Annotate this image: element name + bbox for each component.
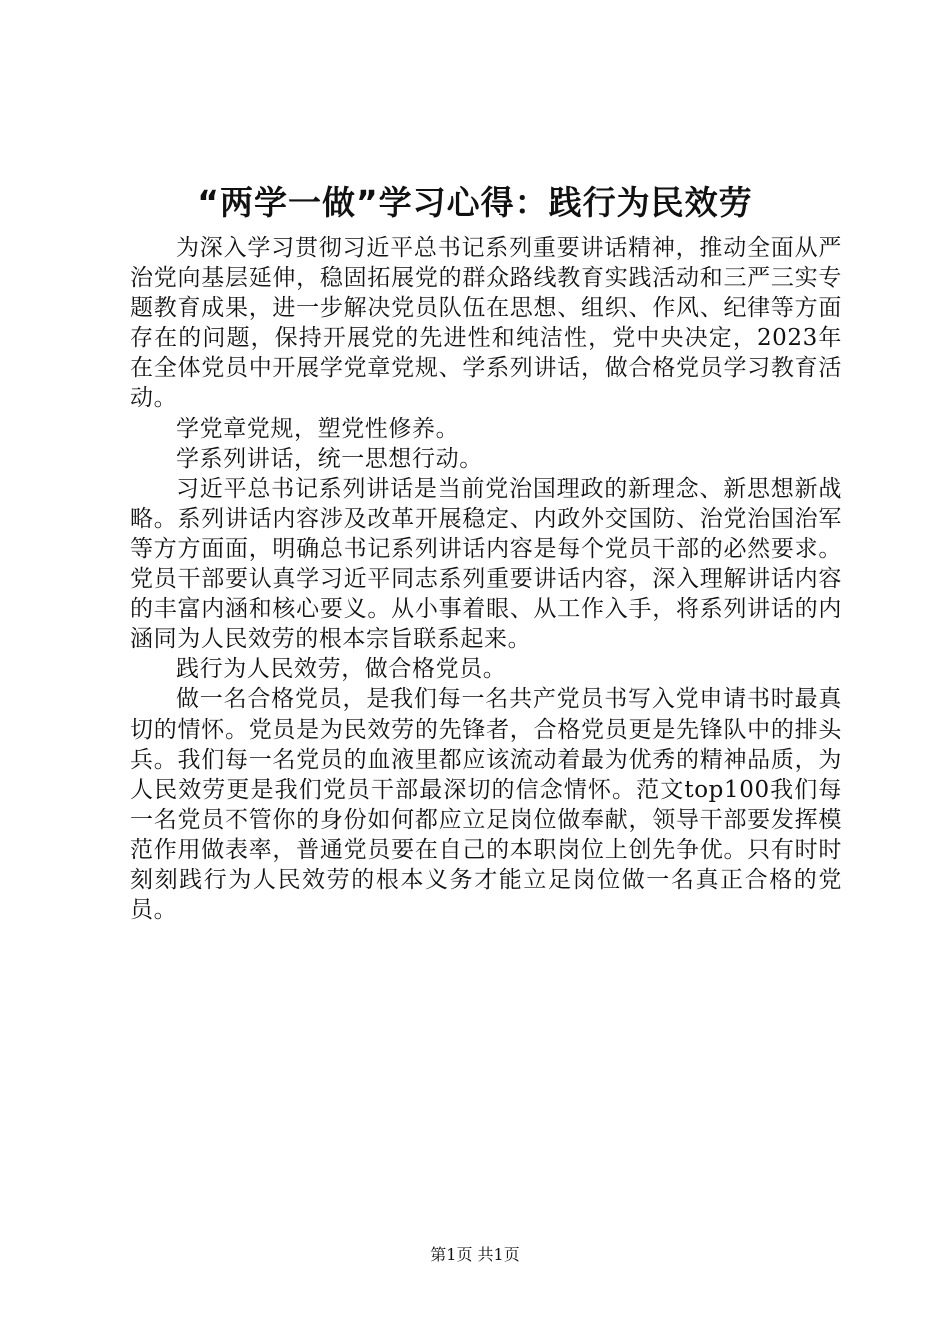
- paragraph: 为深入学习贯彻习近平总书记系列重要讲话精神，推动全面从严治党向基层延伸，稳固拓展党的群众路线教育实践活动和三严三实专题教育成果，进一步解决党员队伍在思想、组织、作风、纪律等方面存在的问题，保持开展党的先进性和纯洁性，党中央决定，2023年在全体党员中开展学党章党规、学系列讲话，做合格党员学习教育活动。: [130, 235, 842, 412]
- page-footer: 第1页 共1页: [430, 1245, 520, 1264]
- paragraph: 学党章党规，塑党性修养。: [176, 415, 460, 442]
- paragraph: 做一名合格党员，是我们每一名共产党员书写入党申请书时最真切的情怀。党员是为民效劳的先锋者，合格党员更是先锋队中的排头兵。我们每一名党员的血液里都应该流动着最为优秀的精神品质，为人民效劳更是我们党员干部最深切的信念情怀。范文top100我们每一名党员不管你的身份如何都应立足岗位做奉献，领导干部要发挥模范作用做表率，普通党员要在自己的本职岗位上创先争优。只有时时刻刻践行为人民效劳的根本义务才能立足岗位做一名真正合格的党员。: [130, 686, 842, 924]
- document-title: “两学一做”学习心得：践行为民效劳: [197, 183, 753, 222]
- paragraph: 践行为人民效劳，做合格党员。: [176, 656, 507, 683]
- paragraph: 学系列讲话，统一思想行动。: [176, 445, 483, 472]
- paragraph: 习近平总书记系列讲话是当前党治国理政的新理念、新思想新战略。系列讲话内容涉及改革开展稳定、内政外交国防、治党治国治军等方方面面，明确总书记系列讲话内容是每个党员干部的必然要求。党员干部要认真学习近平同志系列重要讲话内容，深入理解讲话内容的丰富内涵和核心要义。从小事着眼、从工作入手，将系列讲话的内涵同为人民效劳的根本宗旨联系起来。: [130, 475, 842, 653]
- document-body: [130, 233, 842, 925]
